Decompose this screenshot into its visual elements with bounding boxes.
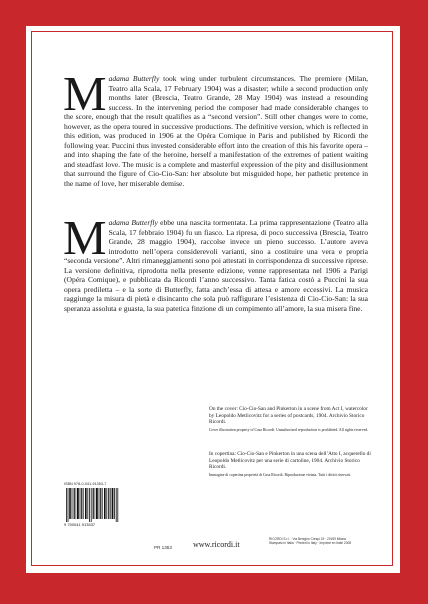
website-url: www.ricordi.it — [193, 540, 240, 549]
cover-note-english — [209, 406, 373, 433]
barcode-number: 9 790041 913537 — [64, 522, 96, 527]
barcode-bars — [64, 488, 120, 522]
cover-rights-en: Cover illustration property of Casa Ricordi. Unauthorized reproduction is prohibited. All rights reserved. — [209, 427, 369, 432]
cover-note-italian — [209, 451, 373, 478]
isbn-barcode — [64, 482, 120, 542]
body-en: took wing under turbulent circumstances. The premiere (Milan, Teatro alla Scala, 17 February 1904) was a disaster; while a second production only months later (Brescia, Teatro Grande, 28 May 1904) was instead a resounding success. In the intervening period the composer had made considerable changes to the score, enough that the result qualifies as a “second version”. Still other changes were to come, however, as the opera toured in successive productions. The definitive version, which is reflected in this edition, was produced in 1906 at the Opéra Comique in Paris and published by Ricordi the following year. Puccini thus invested considerable effort into the creation of this his favorite opera – and into shaping the fate of the heroine, herself a manifestation of the extremes of patient waiting and steadfast love. The music is a complete and masterful expression of the pity and disillusionment that surround the figure of Cio-Cio-San: her absolute but misguided hope, her pathetic pretence in the name of love, her miserable demise. — [64, 74, 368, 188]
body-it: ebbe una nascita tormentata. La prima rappresentazione (Teatro alla Scala, 17 febbraio 1904) fu un fiasco. La ripresa, di poco successiva (Brescia, Teatro Grande, 28 maggio 1904), raccolse invece un pieno successo. L’autore aveva introdotto nell’opera considerevoli varianti, sino a costituire una vera e propria “seconda versione”. Altri rimaneggiamenti sono poi attestati in corrispondenza di successive riprese. La versione definitiva, riprodotta nella presente edizione, venne rappresentata nel 1906 a Parigi (Opéra Comique), e pubblicata da Ricordi l’anno successivo. Tanta fatica costò a Puccini la sua opera prediletta – e la sorte di Butterfly, fatta anch’essa di attesa e amore eccessivi. La musica raggiunge la misura di pietà e disincanto che sola può raffigurare l’esistenza di Cio-Cio-San: la sua speranza assoluta e guasta, la sua patetica finzione di un compimento all’amore, la sua misera fine. — [64, 218, 368, 313]
italian-paragraph — [63, 210, 368, 313]
title-en: adama Butterfly — [108, 74, 160, 83]
publisher-info — [269, 537, 379, 545]
catalog-code: PR 1353 — [154, 545, 172, 550]
cover-caption-it: In copertina: Cio-Cio-San e Pinkerton in una scena dell’Atto I, acquerello di Leopoldo Metlicovitz per una serie di cartoline, 1904. Archivio Storico Ricordi. — [209, 451, 371, 471]
dropcap-it: M — [63, 210, 107, 265]
cover-caption-en: On the cover: Cio-Cio-San and Pinkerton in a scene from Act I, watercolor by Leopoldo Metlicovitz for a series of postcards, 1904. Archivio Storico Ricordi. — [209, 406, 368, 426]
cover-rights-it: Immagine di copertina proprietà di Casa Ricordi. Riproduzione vietata. Tutti i diritti riservati. — [209, 472, 352, 477]
publisher-line-2: Stampato in Italia · Printed in Italy · Imprimé en Italie 2008 — [269, 541, 352, 546]
dropcap-en: M — [63, 66, 107, 121]
english-paragraph — [63, 66, 368, 188]
isbn-label: ISBN 978-0-041-91353-7 — [64, 482, 107, 486]
publisher-line-1: RICORDI S.r.l. · Via Benigno Crespi 19 · 20159 Milano — [269, 537, 347, 541]
title-it: adama Butterfly — [108, 218, 158, 227]
